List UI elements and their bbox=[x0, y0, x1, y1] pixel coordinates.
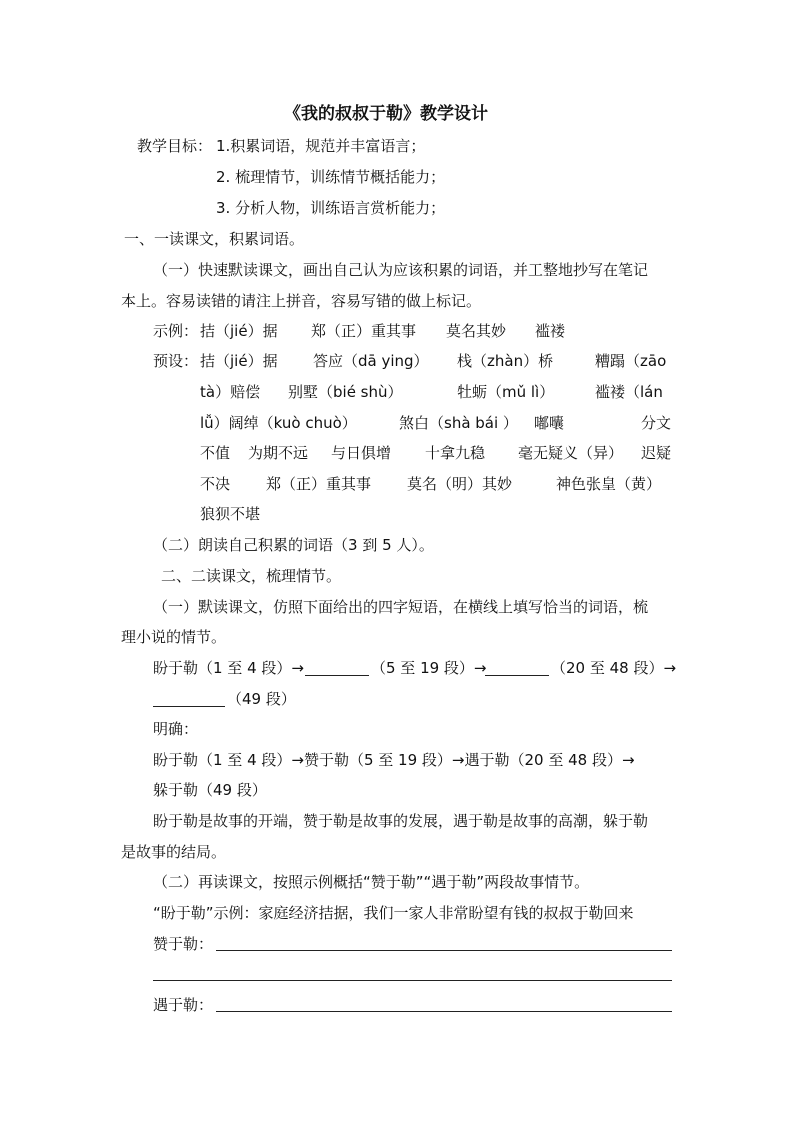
preset-word: 牡蛎（mǔ lì） bbox=[457, 383, 555, 401]
example-word: 郑（正）重其事 bbox=[311, 322, 417, 340]
goal-1: 1.积累词语，规范并丰富语言； bbox=[216, 137, 426, 155]
section-1-para-1: （一）快速默读课文，画出自己认为应该积累的词语，并工整地抄写在笔记 bbox=[153, 261, 649, 279]
preset-word: 十拿九稳 bbox=[425, 444, 486, 462]
goal-2: 2. 梳理情节，训练情节概括能力； bbox=[216, 168, 446, 186]
section-2-para-2: （二）再读课文，按照示例概括“赞于勒”“遇于勒”两段故事情节。 bbox=[153, 873, 590, 891]
preset-row-3 bbox=[200, 413, 680, 433]
preset-row-2 bbox=[200, 382, 680, 402]
example-label: 示例： bbox=[153, 322, 199, 340]
section-2-para-1-cont: 理小说的情节。 bbox=[121, 628, 227, 646]
preset-label: 预设： bbox=[153, 352, 199, 370]
preset-word: 神色张皇（黄） bbox=[556, 475, 662, 493]
section-1-para-1-cont: 本上。容易读错的请注上拼音，容易写错的做上标记。 bbox=[121, 292, 482, 310]
example-summary: “盼于勒”示例：家庭经济拮据，我们一家人非常盼望有钱的叔叔于勒回来 bbox=[153, 904, 634, 922]
example-word: 褴褛 bbox=[535, 322, 566, 340]
preset-word: 迟疑 bbox=[641, 444, 672, 462]
preset-word: 不决 bbox=[200, 475, 231, 493]
preset-row-1 bbox=[153, 351, 683, 371]
section-2-para-1: （一）默读课文，仿照下面给出的四字短语，在横线上填写恰当的词语，梳 bbox=[153, 598, 649, 616]
preset-row-5 bbox=[200, 474, 680, 494]
preset-word: tà）赔偿 bbox=[200, 383, 261, 401]
section-2-heading: 二、二读课文，梳理情节。 bbox=[161, 567, 342, 585]
preset-row-6: 狼狈不堪 bbox=[200, 505, 261, 523]
answer-label: 明确： bbox=[153, 720, 199, 738]
summary-line-1: 盼于勒是故事的开端，赞于勒是故事的发展，遇于勒是故事的高潮，躲于勒 bbox=[153, 812, 649, 830]
answer-line-2: 躲于勒（49 段） bbox=[153, 781, 267, 799]
plot-flow-row bbox=[153, 658, 683, 680]
example-word: 莫名其妙 bbox=[446, 322, 507, 340]
example-row bbox=[153, 321, 713, 341]
blank-3[interactable] bbox=[153, 692, 225, 707]
plot-step-3: （20 至 48 段）→ bbox=[551, 659, 677, 677]
preset-word: 煞白（shà bái ） bbox=[399, 414, 518, 432]
section-1-heading: 一、一读课文，积累词语。 bbox=[124, 230, 305, 248]
answer-line[interactable] bbox=[216, 1011, 672, 1012]
plot-step-2: （5 至 19 段）→ bbox=[371, 659, 487, 677]
preset-word: 别墅（bié shù） bbox=[288, 383, 403, 401]
preset-word: 糟蹋（zāo bbox=[595, 352, 667, 370]
example-word: 拮（jié）据 bbox=[200, 322, 278, 340]
plot-flow-row-2 bbox=[153, 689, 353, 711]
preset-word: 毫无疑义（异） bbox=[518, 444, 624, 462]
plot-step-1: 盼于勒（1 至 4 段）→ bbox=[153, 659, 304, 677]
preset-word: 栈（zhàn）桥 bbox=[457, 352, 554, 370]
answer-line[interactable] bbox=[153, 980, 672, 981]
preset-word: lǚ）阔绰（kuò chuò） bbox=[200, 414, 357, 432]
preset-word: 不值 bbox=[200, 444, 231, 462]
goals-label: 教学目标： bbox=[137, 137, 213, 155]
preset-word: 与日俱增 bbox=[331, 444, 392, 462]
preset-word: 褴褛（lán bbox=[595, 383, 663, 401]
plot-step-4: （49 段） bbox=[227, 690, 296, 708]
preset-word: 郑（正）重其事 bbox=[266, 475, 372, 493]
summary-line-2: 是故事的结局。 bbox=[121, 843, 227, 861]
answer-line-1: 盼于勒（1 至 4 段）→赞于勒（5 至 19 段）→遇于勒（20 至 48 段）→ bbox=[153, 751, 635, 769]
zan-label: 赞于勒： bbox=[153, 935, 214, 953]
answer-line[interactable] bbox=[216, 950, 672, 951]
yu-label: 遇于勒： bbox=[153, 996, 214, 1014]
preset-word: 为期不远 bbox=[248, 444, 309, 462]
blank-1[interactable] bbox=[305, 661, 369, 676]
preset-word: 嘟囔 bbox=[534, 414, 565, 432]
preset-row-4 bbox=[200, 443, 680, 463]
preset-word: 莫名（明）其妙 bbox=[407, 475, 513, 493]
section-1-para-2: （二）朗读自己积累的词语（3 到 5 人）。 bbox=[153, 536, 434, 554]
document-title: 《我的叔叔于勒》教学设计 bbox=[284, 104, 488, 124]
goal-3: 3. 分析人物，训练语言赏析能力； bbox=[216, 199, 446, 217]
preset-word: 分文 bbox=[641, 414, 672, 432]
preset-word: 答应（dā ying） bbox=[313, 352, 429, 370]
preset-word: 拮（jié）据 bbox=[200, 352, 278, 370]
blank-2[interactable] bbox=[485, 661, 549, 676]
